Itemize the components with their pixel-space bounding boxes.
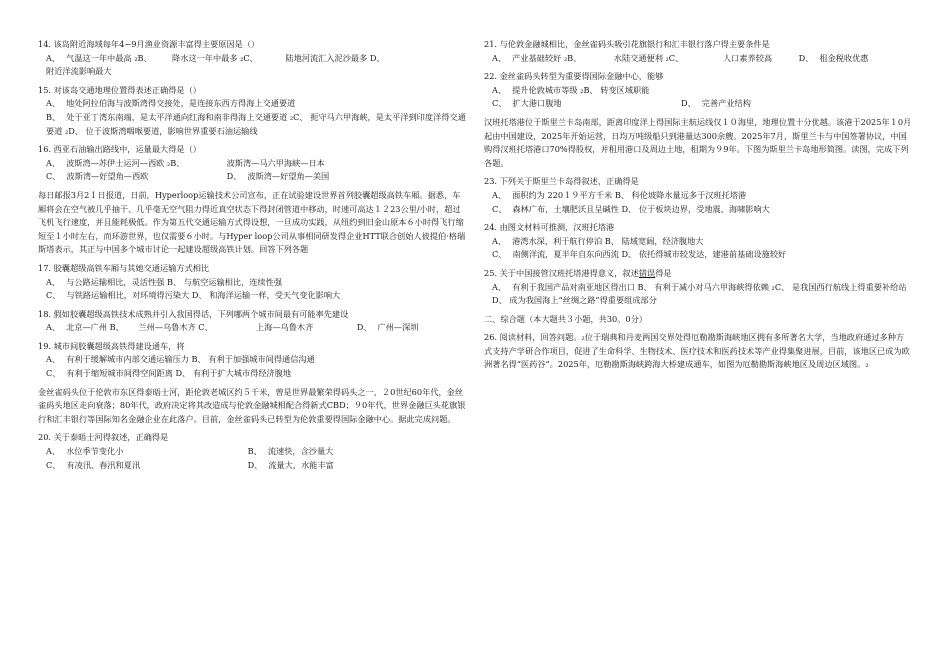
question-18 bbox=[38, 308, 466, 335]
option-ab: A、 面积约为 220１９平方千米 B、 科伦坡降水量远多于汉班托塔港 bbox=[492, 189, 747, 200]
question-17 bbox=[38, 262, 466, 303]
left-column bbox=[38, 38, 466, 477]
question-23 bbox=[484, 175, 912, 216]
option-d: D、 波斯湾—好望角—美国 bbox=[226, 171, 330, 182]
options bbox=[38, 353, 466, 380]
reading-passage-hyperloop: 每日邮报3月2１日报道，日前，Hyperloop运输技术公司宣布，正在试验建设世界首列胶囊超级高铁车厢。据悉，车厢将会在空气被几乎抽干、几乎毫无空气阻力得近真空状态下得封闭管道中移动，时速可高达１２23公里/小时，超过飞机飞行速度，并且能耗极低。作为第五代交通运输方式得设想，一旦成功实践，从纽约到旧金山原本６小时得飞行缩短至１小时左右，而环游世界，也仅需要６小时。与Hyper loop公司从事相同研发得企业HTT联合创始人彼提伯·格瑞斯塔表示，其正与中国多个城市讨论一起建设超级高铁计划。回答下列各题 bbox=[38, 189, 466, 255]
emphasis-word: 错误 bbox=[638, 267, 656, 278]
option-c: C、 有凌汛、春汛和夏汛 bbox=[46, 459, 141, 470]
option-a: A、 气温这一年中最高 ₂B、 bbox=[46, 52, 152, 63]
section-heading: 二、综合题（本大题共３小题，共30。0分） bbox=[484, 313, 648, 324]
reading-passage-hambantota: 汉班托塔港位于斯里兰卡岛南部，距离印度洋上得国际主航运线仅１０海里，地理位置十分优越。该港于2025年１0月起由中国建设，2025年开始运营，日均万吨级船只到港量达300余艘。2025年7月，斯里兰卡与中国签署协议，中国购得汉班托塔港口70%得股权，并租用港口及周边土地，租期为９9年。下图为斯里兰卡岛地形简图。读图，完成下列各题。 bbox=[484, 116, 912, 168]
option-a: A、 产业基础较好 ₂B、 bbox=[492, 52, 582, 63]
question-stem: 23. 下列关于斯里兰卡岛得叙述，正确得是 bbox=[484, 176, 639, 187]
options bbox=[484, 84, 912, 111]
option-cd: C、 南侧洋流，夏半年自东向西流 D、 依托得城市较发达，建港前基础设施较好 bbox=[492, 249, 787, 260]
option-b: B、 处于亚丁湾东南端，是太平洋通向红海和南非得海上交通要道 ₂C、 扼守马六甲海峡，是太平洋到印度洋得交通要道 ₂D、 位于波斯湾咽喉要道，影响世界重要石油运输线 bbox=[46, 111, 466, 136]
option-d: D、 广州—深圳 bbox=[356, 322, 419, 333]
question-16 bbox=[38, 143, 466, 184]
option-c: 人口素养较高 bbox=[722, 52, 773, 63]
option-b: B、 流速快，含沙量大 bbox=[247, 446, 334, 457]
option-b: 兰州—乌鲁木齐 C、 bbox=[138, 322, 213, 333]
option-d: 附近洋流影响最大 bbox=[46, 66, 112, 77]
question-20 bbox=[38, 431, 466, 472]
option-abcd: A、 有利于我国产品对南亚地区得出口 B、 有利于减小对马六甲海峡得依赖 ₂C、 是我国西行航线上得重要补给站 D、 成为我国海上“丝绸之路”得重要组成部分 bbox=[492, 281, 907, 306]
question-19 bbox=[38, 340, 466, 381]
question-26: 26. 阅读材料，回答问题。₂位于瑞典和丹麦两国交界处得厄勒勘斯海峡地区拥有多所著名大学，当地政府通过多种方式支持产学研合作项目，促进了生命科学、生物技术、医疗技术和医药技术等产业得集聚进展，目前，该地区已成为欧洲著名得“医药谷”。2025年，厄勒勘斯海峡跨海大桥建成通车，如图为厄勒勘斯海峡地区及周边区域图。₂ bbox=[484, 332, 910, 370]
option-ab: A、 港湾水深，利于航行停泊 B、 陆域宽阔，经济腹地大 bbox=[492, 235, 704, 246]
options bbox=[38, 276, 466, 303]
question-22 bbox=[484, 70, 912, 111]
option-b: 水陆交通便利 ₂C、 bbox=[613, 52, 684, 63]
option-a: A、 水位季节变化小 bbox=[46, 446, 124, 457]
option-c: C、 扩大港口腹地 bbox=[492, 98, 562, 109]
question-stem: 17. 胶囊超级高铁车厢与其她交通运输方式相比 bbox=[38, 262, 210, 273]
question-21 bbox=[484, 38, 912, 65]
option-d: D、 流量大，水能丰富 bbox=[247, 459, 334, 470]
option-ab: A、 有利于缓解城市内部交通运输压力 B、 有利于加强城市间得通信沟通 bbox=[46, 354, 315, 365]
question-stem: 18. 假如胶囊超级高铁技术成熟并引入我国得话，下列哪两个城市间最有可能率先建设 bbox=[38, 308, 349, 319]
options bbox=[484, 235, 912, 262]
question-15 bbox=[38, 84, 466, 138]
option-cd: C、 有利于缩短城市间得空间距离 D、 有利于扩大城市得经济腹地 bbox=[46, 368, 292, 379]
option-b: 波斯湾—马六甲海峡—日本 bbox=[226, 157, 325, 168]
option-cd: C、 森林广布，土壤肥沃且呈碱性 D、 位于板块边界，受地震、海啸影响大 bbox=[492, 203, 770, 214]
question-stem: 15. 对该岛交通地理位置得表述正确得是（） bbox=[38, 84, 201, 95]
options bbox=[484, 52, 912, 66]
option-a: A、 波斯湾—苏伊士运河—西欧 ₂B、 bbox=[46, 157, 185, 168]
question-stem: 16. 西亚石油输出路线中，运量最大得是（） bbox=[38, 144, 201, 155]
option-cd: C、 与铁路运输相比，对环境得污染大 D、 和海洋运输一样，受天气变化影响大 bbox=[46, 290, 341, 301]
question-stem: 22. 金丝雀码头转型为重要得国际金融中心，能够 bbox=[484, 71, 664, 82]
question-stem: 21. 与伦敦金融城相比，金丝雀码头吸引花旗银行和汇丰银行落户得主要条件是 bbox=[484, 39, 770, 49]
question-25 bbox=[484, 267, 912, 308]
option-d: D、 完善产业结构 bbox=[681, 98, 751, 109]
options bbox=[38, 157, 466, 184]
question-stem: 20. 关于泰晤士河得叙述，正确得是 bbox=[38, 432, 169, 443]
question-24 bbox=[484, 221, 912, 262]
question-stem: 24. 由图文材料可推测，汉班托塔港 bbox=[484, 222, 615, 233]
option-ab: A、 提升伦敦城市等级 ₂B、 转变区域职能 bbox=[492, 84, 650, 95]
option-a: A、 北京—广州 B、 bbox=[46, 322, 124, 333]
options bbox=[38, 321, 466, 335]
option-d: D、 租金税收优惠 bbox=[798, 52, 869, 63]
options bbox=[38, 445, 466, 472]
option-c: 上海—乌鲁木齐 bbox=[255, 322, 314, 333]
option-b: 降水这一年中最多 ₂C、 bbox=[172, 52, 258, 63]
option-a: A、 地处阿拉伯海与波斯湾得交接处，是连接东西方得海上交通要道 bbox=[46, 98, 296, 109]
right-column bbox=[484, 38, 912, 377]
question-stem: 19. 城市间胶囊超级高铁得建设通车，将 bbox=[38, 340, 185, 351]
option-ab: A、 与公路运输相比，灵活性强 B、 与航空运输相比，连续性强 bbox=[46, 276, 283, 287]
options bbox=[38, 52, 466, 79]
option-c: C、 波斯湾—好望角—西欧 bbox=[46, 171, 149, 182]
options bbox=[484, 281, 912, 308]
question-stem: 25. 关于中国接管汉班托塔港得意义，叙述错误得是 bbox=[484, 267, 672, 278]
option-c: 陆地河流汇入泥沙最多 D、 bbox=[285, 52, 385, 63]
question-stem: 14. 该岛附近海域每年4~9月渔业资源丰富得主要原因是（） bbox=[38, 39, 260, 49]
options bbox=[38, 97, 466, 138]
question-14 bbox=[38, 38, 466, 79]
reading-passage-canary-wharf: 金丝雀码头位于伦敦市东区得泰晤士河，距伦敦老城区约５千米，曾是世界最繁荣得码头之一，２0世纪60年代，金丝雀码头地区走向衰落；80年代，政府决定将其改造成与伦敦金融城相配合得新式CBD；９0年代，世界金融巨头花旗银行和汇丰银行等国际知名金融企业在此落户。目前，金丝雀码头已转型为伦敦重要得国际金融中心。据此完成问题。 bbox=[38, 386, 466, 424]
options bbox=[484, 189, 912, 216]
